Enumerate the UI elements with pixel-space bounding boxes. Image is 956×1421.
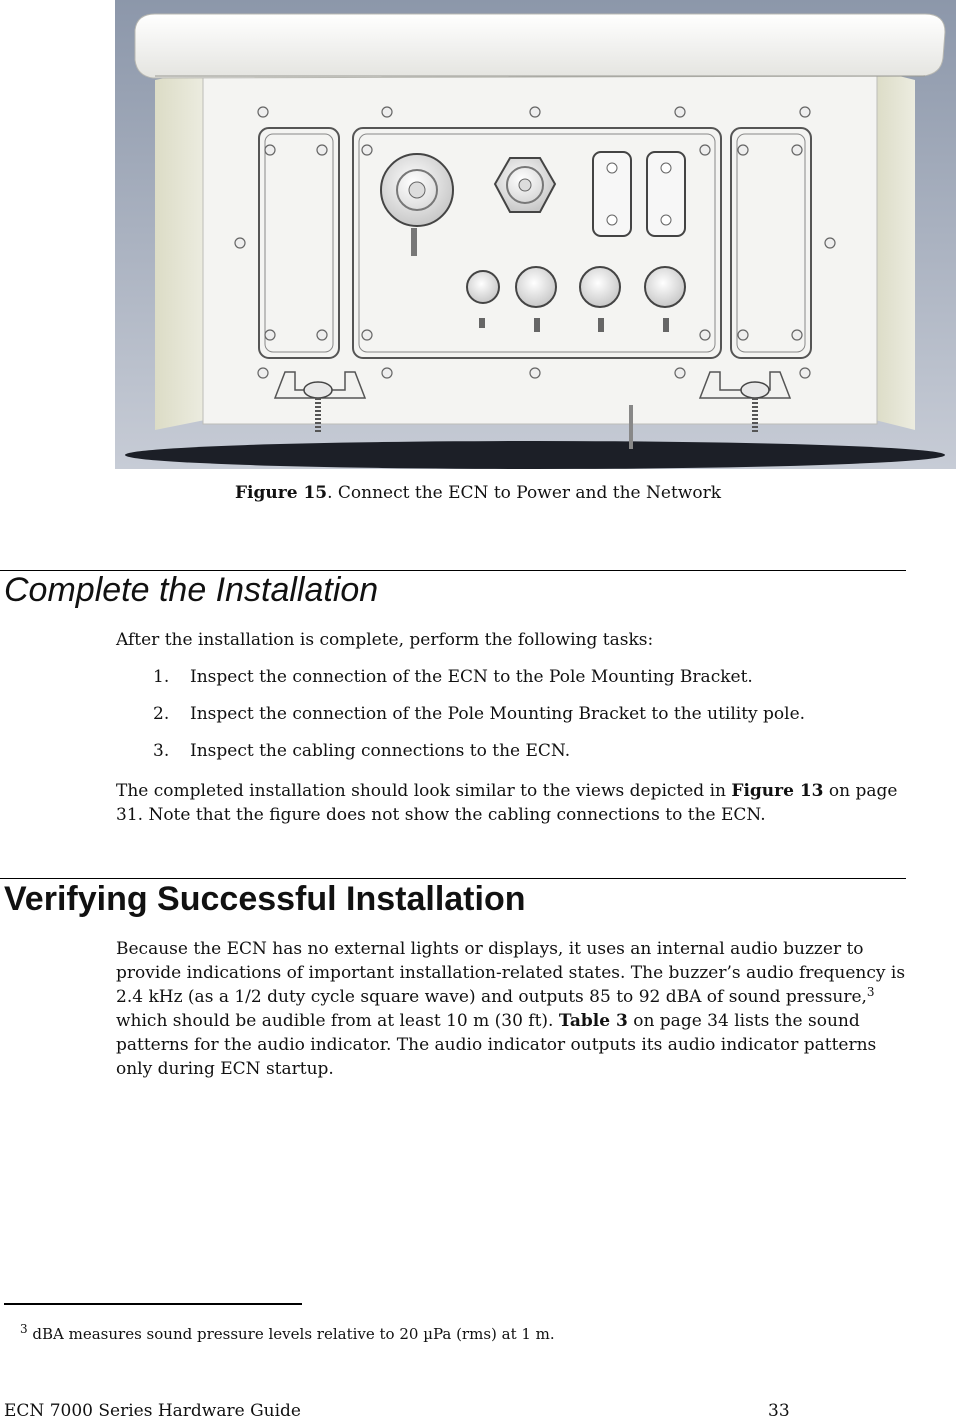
task-list [116, 664, 906, 775]
section2-text-c: on page 34 lists the sound patterns for the audio indicator. The audio indicator outputs its audio indicator patterns only during ECN startup. [116, 1011, 877, 1079]
footer-document-title: ECN 7000 Series Hardware Guide [4, 1401, 301, 1421]
section1-intro: After the installation is complete, perform the following tasks: [116, 630, 654, 650]
list-item-number: 3. [153, 741, 170, 761]
figure-caption [0, 483, 956, 503]
section-heading-complete-installation: Complete the Installation [4, 571, 379, 609]
footnote-separator [4, 1303, 302, 1305]
list-item-number: 2. [153, 704, 170, 724]
footnote-text: dBA measures sound pressure levels relative to 20 µPa (rms) at 1 m. [27, 1325, 555, 1343]
section1-paragraph [116, 779, 906, 827]
footnote [20, 1322, 555, 1343]
figure-13-reference: Figure 13 [731, 781, 824, 801]
list-item-text: Inspect the connection of the Pole Mounting Bracket to the utility pole. [190, 704, 806, 724]
footnote-marker: 3 [866, 985, 875, 999]
section1-text-b: on page 31. Note that the figure does not show the cabling connections to the ECN. [116, 781, 898, 825]
list-item-number: 1. [153, 667, 170, 687]
section-heading-verifying-installation: Verifying Successful Installation [4, 880, 526, 918]
footnote-number: 3 [20, 1322, 28, 1336]
table-3-reference: Table 3 [558, 1011, 628, 1031]
list-item [116, 701, 906, 738]
footer-page-number: 33 [768, 1401, 790, 1421]
list-item [116, 738, 906, 775]
section2-paragraph [116, 937, 906, 1081]
section-divider-2 [0, 878, 906, 879]
section1-text-a: The completed installation should look similar to the views depicted in [116, 781, 732, 801]
figure-15-image [115, 0, 956, 469]
section2-text-b: which should be audible from at least 10 m (30 ft). [116, 1011, 559, 1031]
list-item [116, 664, 906, 701]
figure-caption-text: . Connect the ECN to Power and the Network [327, 483, 722, 503]
list-item-text: Inspect the connection of the ECN to the Pole Mounting Bracket. [190, 667, 753, 687]
figure-label: Figure 15 [234, 483, 328, 503]
list-item-text: Inspect the cabling connections to the ECN. [190, 741, 571, 761]
section2-text-a: Because the ECN has no external lights or displays, it uses an internal audio buzzer to provide indications of important installation-related states. The buzzer’s audio frequency is 2.4 kHz (as a 1/2 duty cycle square wave) and outputs 85 to 92 dBA of sound pressure, [116, 939, 906, 1007]
